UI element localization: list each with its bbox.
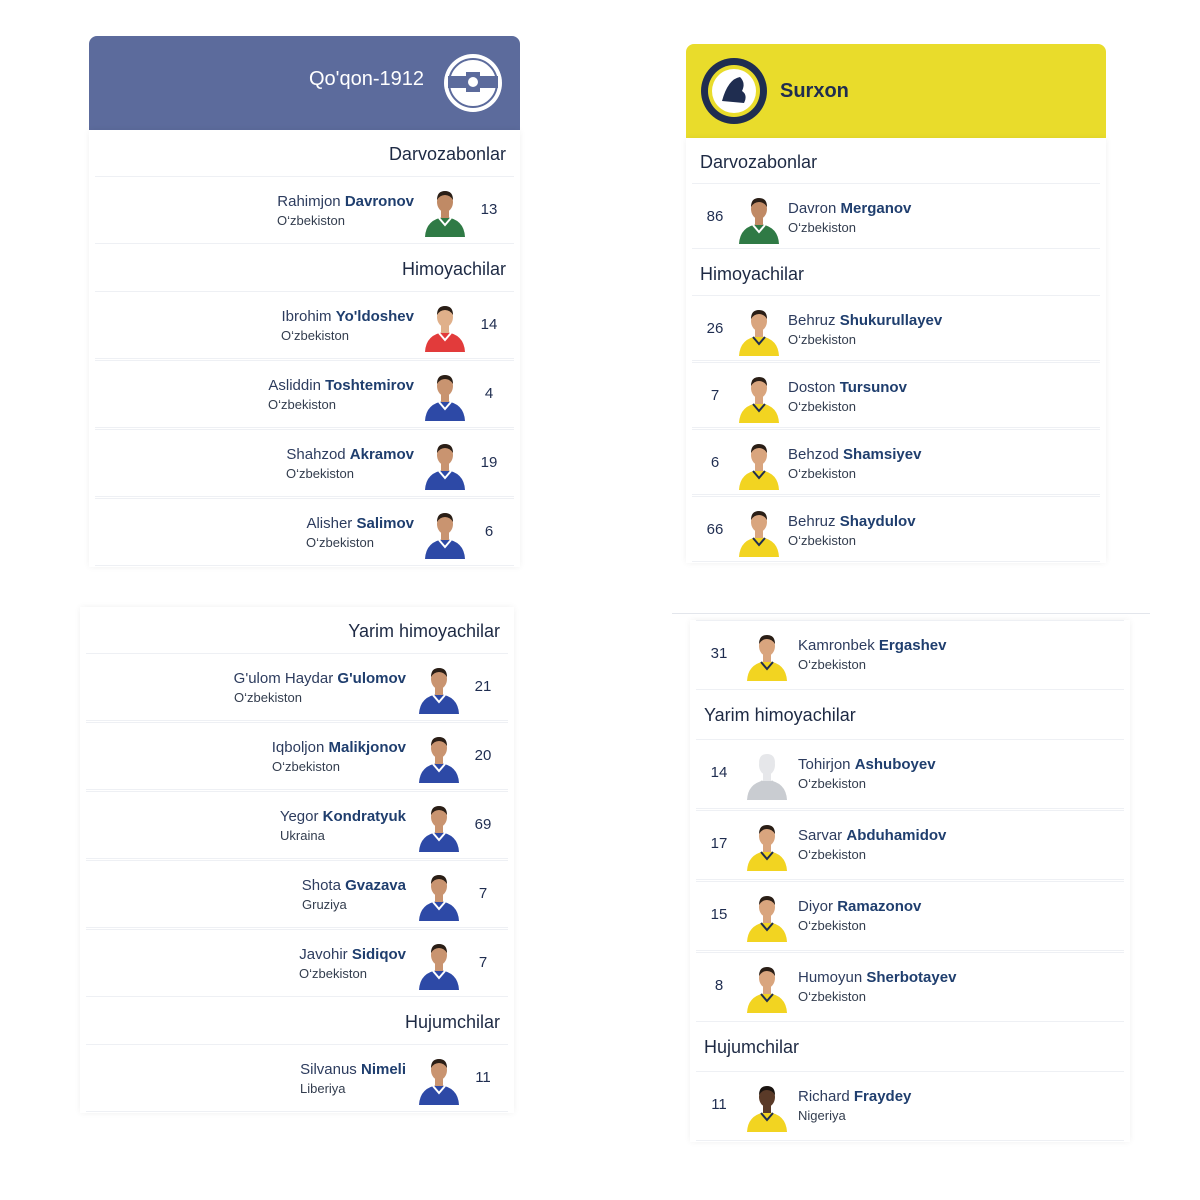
player-avatar [416,802,462,852]
player-name[interactable] [280,808,406,825]
player-row[interactable] [95,176,514,244]
player-name[interactable] [788,513,916,530]
player-last-name: Shaydulov [839,513,916,530]
section-title: Yarim himoyachilar [704,705,856,725]
player-first-name: Tohirjon [798,756,851,773]
player-first-name: Richard [798,1088,850,1105]
section-title: Himoyachilar [700,264,805,284]
player-country: Gruziya [302,897,347,912]
player-name[interactable] [788,312,942,329]
player-first-name: Shahzod [286,446,346,463]
player-name[interactable] [788,200,911,217]
player-country: O‘zbekiston [798,989,866,1004]
player-first-name: Behruz [788,513,836,530]
player-last-name: Ramazonov [837,898,922,915]
player-avatar [422,302,468,352]
player-avatar [416,1055,462,1105]
player-first-name: Davron [788,200,837,217]
shirt-number: 4 [484,385,494,402]
player-country: Liberiya [300,1081,346,1096]
player-avatar [416,871,462,921]
shirt-number: 20 [474,747,492,764]
player-last-name: Yo'ldoshev [335,308,414,325]
player-row[interactable] [95,429,514,497]
player-country: O‘zbekiston [277,213,345,228]
player-first-name: Asliddin [268,377,321,394]
player-last-name: Nimeli [360,1061,406,1078]
shirt-number: 7 [710,387,720,404]
player-country: O‘zbekiston [788,533,856,548]
player-country: O‘zbekiston [281,328,349,343]
player-name[interactable] [788,446,921,463]
player-first-name: Alisher [306,515,353,532]
section-divider [672,613,1150,614]
player-name[interactable] [281,308,414,325]
shirt-number: 19 [480,454,498,471]
shirt-number: 6 [484,523,494,540]
player-first-name: Iqboljon [271,739,325,756]
player-row[interactable] [86,791,508,859]
player-country: O‘zbekiston [798,657,866,672]
player-last-name: Kondratyuk [322,808,406,825]
right-panel-bottom [690,620,1130,1142]
player-row[interactable] [696,952,1124,1022]
left-panel-bottom [80,607,514,1113]
player-last-name: G'ulomov [337,670,406,687]
player-row[interactable] [692,496,1100,562]
player-country: O‘zbekiston [798,847,866,862]
player-last-name: Merganov [840,200,912,217]
player-last-name: Tursunov [839,379,907,396]
player-avatar [744,631,790,681]
player-first-name: Kamronbek [798,637,875,654]
player-avatar [422,440,468,490]
section-title: Yarim himoyachilar [348,621,500,641]
player-row[interactable] [696,1071,1124,1141]
surkhon-logo-icon [700,57,768,125]
player-avatar [736,306,782,356]
player-name[interactable] [798,637,946,654]
player-avatar [416,940,462,990]
player-row[interactable] [86,929,508,997]
player-row[interactable] [696,739,1124,809]
shirt-number: 7 [478,885,488,902]
right-team-name[interactable]: Surxon [780,80,849,102]
player-country: O‘zbekiston [788,399,856,414]
player-avatar [744,1082,790,1132]
player-row[interactable] [95,498,514,566]
shirt-number: 14 [710,764,728,781]
player-row[interactable] [696,810,1124,880]
shirt-number: 26 [706,320,724,337]
player-row[interactable] [95,360,514,428]
section-title: Darvozabonlar [388,144,506,164]
player-avatar [736,507,782,557]
player-first-name: Behruz [788,312,836,329]
section-title: Himoyachilar [401,259,506,279]
player-country: O‘zbekiston [788,332,856,347]
section-title: Darvozabonlar [700,152,818,172]
player-row[interactable] [86,1044,508,1112]
shirt-number: 15 [710,906,728,923]
player-name[interactable] [798,969,956,986]
shirt-number: 14 [480,316,498,333]
shirt-number: 21 [474,678,492,695]
player-last-name: Gvazava [345,877,406,894]
player-country: O‘zbekiston [299,966,367,981]
player-name[interactable] [798,1088,911,1105]
shirt-number: 69 [474,816,492,833]
player-first-name: Rahimjon [277,193,341,210]
player-country: O‘zbekiston [306,535,374,550]
player-country: O‘zbekiston [798,776,866,791]
player-country: O‘zbekiston [268,397,336,412]
player-avatar [744,750,790,800]
player-row[interactable] [86,722,508,790]
player-name[interactable] [234,670,406,687]
player-country: O‘zbekiston [286,466,354,481]
player-first-name: Doston [788,379,836,396]
left-team-header [89,36,520,130]
player-last-name: Sherbotayev [866,969,957,986]
player-avatar [422,187,468,237]
player-first-name: Silvanus [300,1061,357,1078]
player-row[interactable] [86,653,508,721]
shirt-number: 11 [475,1069,491,1086]
player-name[interactable] [302,877,406,894]
player-last-name: Malikjonov [328,739,406,756]
player-country: O‘zbekiston [788,220,856,235]
left-team-name[interactable]: Qo'qon-1912 [308,68,424,90]
shirt-number: 66 [706,521,724,538]
player-name[interactable] [286,446,414,463]
player-name[interactable] [798,827,946,844]
shirt-number: 13 [480,201,498,218]
player-country: O‘zbekiston [272,759,340,774]
player-last-name: Davronov [344,193,414,210]
player-first-name: Yegor [279,808,319,825]
player-last-name: Shamsiyev [843,446,922,463]
shirt-number: 86 [706,208,724,225]
player-avatar [736,194,782,244]
player-row[interactable] [86,860,508,928]
player-row[interactable] [692,429,1100,495]
player-avatar [422,371,468,421]
player-first-name: Sarvar [798,827,843,844]
player-name[interactable] [798,756,936,773]
player-avatar [736,440,782,490]
player-row[interactable] [696,881,1124,951]
player-avatar [416,664,462,714]
player-name[interactable] [788,379,907,396]
shirt-number: 6 [710,454,720,471]
player-avatar [744,892,790,942]
player-name[interactable] [300,1061,406,1078]
player-country: O‘zbekiston [788,466,856,481]
player-avatar [744,821,790,871]
player-row[interactable] [696,620,1124,690]
player-last-name: Toshtemirov [325,377,414,394]
player-avatar [736,373,782,423]
section-title: Hujumchilar [704,1037,800,1057]
player-avatar [416,733,462,783]
player-last-name: Abduhamidov [846,827,947,844]
player-first-name: Humoyun [798,969,863,986]
player-last-name: Ergashev [878,637,947,654]
player-country: Nigeriya [798,1108,846,1123]
player-last-name: Shukurullayev [839,312,943,329]
right-team-header [686,44,1106,138]
player-name[interactable] [272,739,406,756]
player-first-name: Behzod [788,446,839,463]
player-avatar [744,963,790,1013]
player-avatar [422,509,468,559]
player-first-name: Ibrohim [281,308,332,325]
player-name[interactable] [798,898,921,915]
player-name[interactable] [277,193,414,210]
player-country: Ukraina [280,828,325,843]
kokand-logo-icon [442,52,504,114]
player-first-name: Shota [301,877,341,894]
shirt-number: 17 [710,835,728,852]
player-name[interactable] [268,377,414,394]
player-row[interactable] [95,291,514,359]
player-last-name: Akramov [349,446,414,463]
player-last-name: Sidiqov [351,946,406,963]
player-name[interactable] [306,515,414,532]
player-row[interactable] [692,362,1100,428]
player-last-name: Ashuboyev [854,756,936,773]
player-first-name: Javohir [299,946,348,963]
shirt-number: 8 [714,977,724,994]
left-panel-top [89,130,520,567]
shirt-number: 11 [711,1096,727,1113]
shirt-number: 7 [478,954,488,971]
player-country: O‘zbekiston [798,918,866,933]
player-country: O‘zbekiston [234,690,302,705]
player-last-name: Fraydey [853,1088,912,1105]
player-row[interactable] [692,183,1100,249]
player-name[interactable] [299,946,406,963]
player-first-name: G'ulom Haydar [233,670,334,687]
right-panel-top [686,138,1106,563]
section-title: Hujumchilar [404,1012,500,1032]
shirt-number: 31 [710,645,728,662]
player-last-name: Salimov [356,515,414,532]
player-row[interactable] [692,295,1100,361]
player-first-name: Diyor [798,898,834,915]
